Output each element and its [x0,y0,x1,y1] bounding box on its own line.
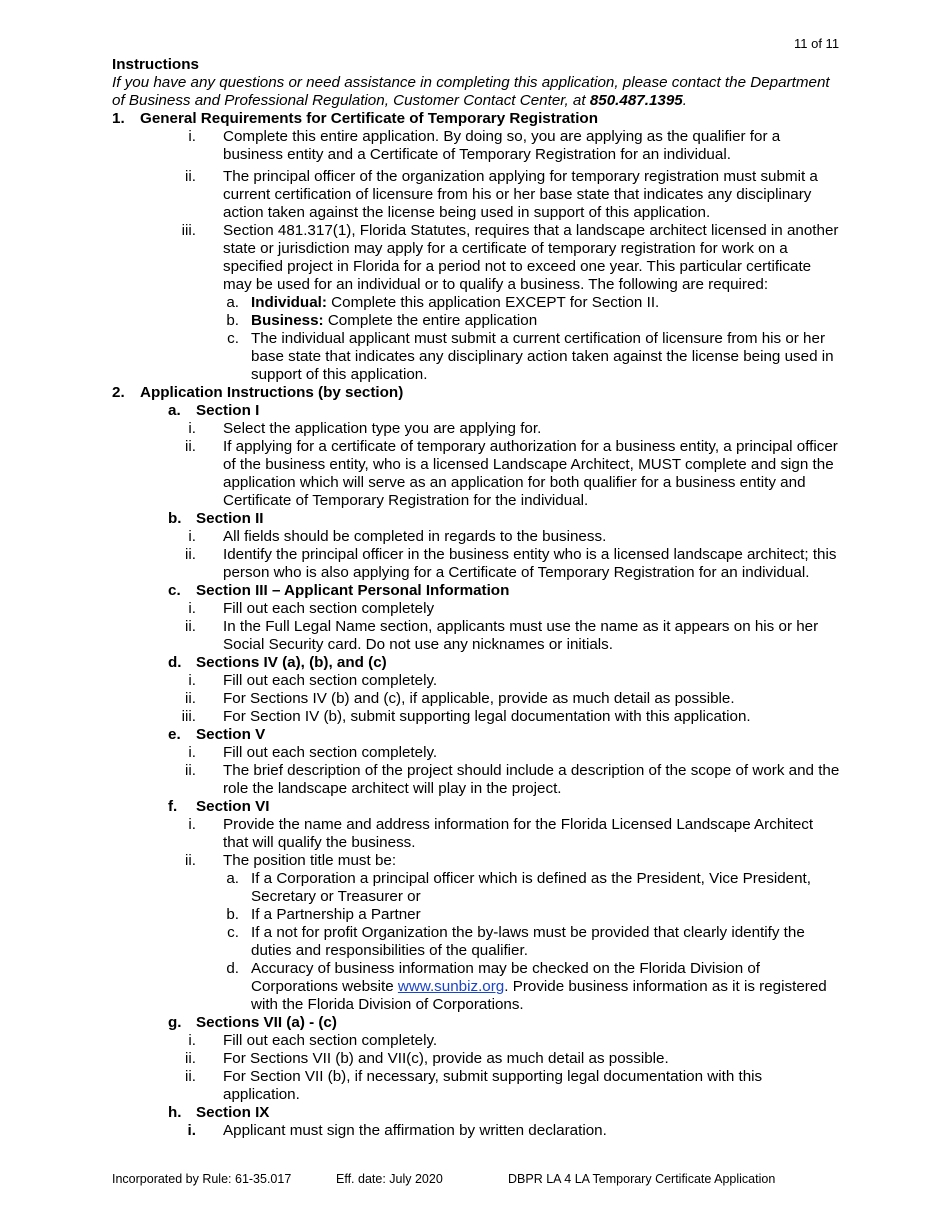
item-text: Complete this entire application. By doing so, you are applying as the qualifier for a business entity and a Certificate of Temporary Registration for an individual. [223,128,781,163]
list-item [112,1032,842,1050]
item-text: For Sections VII (b) and VII(c), provide as much detail as possible. [223,1050,669,1067]
item-label: i. [187,1122,196,1139]
sub-item-text: If a Partnership a Partner [251,906,421,923]
list-item [112,528,842,546]
item-label: i. [188,744,196,761]
list-item [112,744,842,762]
item-text: Select the application type you are applying for. [223,420,542,437]
subsection-heading [112,1104,842,1122]
footer-form-name: DBPR LA 4 LA Temporary Certificate Application [508,1172,776,1186]
subsection-heading [112,798,842,816]
item-label: ii. [185,690,196,707]
section-1-number: 1. [112,110,125,127]
section-2-number: 2. [112,384,125,401]
item-text: Fill out each section completely. [223,672,438,689]
item-text: The principal officer of the organization applying for temporary registration must submit a current certification of licensure from his or her base state that indicates any disciplinary action taken against the license being used in support of this application. [223,168,818,221]
list-item [112,128,842,164]
item-text: The position title must be: [223,852,397,869]
sub-item [112,870,842,906]
item-label: i. [188,420,196,437]
footer-rule: Incorporated by Rule: 61-35.017 [112,1172,292,1186]
section-2-title: Application Instructions (by section) [140,384,404,401]
subsection-heading [112,582,842,600]
item-label: i. [188,1032,196,1049]
sub-item-label: c. [227,330,239,347]
subsection-title: Section III – Applicant Personal Information [196,582,510,599]
list-item [112,1122,842,1140]
item-label: ii. [185,618,196,635]
sub-item-text [251,312,842,330]
item-text: If applying for a certificate of temporary authorization for a business entity, a principal officer of the business entity, who is a licensed Landscape Architect, MUST complete and sign the application which will serve as an application for both qualifier for a business entity and Certificate of Temporary Registration for the individual. [223,438,838,509]
page-number: 11 of 11 [794,36,840,51]
item-text: For Section IV (b), submit supporting legal documentation with this application. [223,708,751,725]
list-item [112,618,842,654]
list-item [112,168,842,222]
intro-text: If you have any questions or need assistance in completing this application, please contact the Department of Business and Professional Regulation, Customer Contact Center, at [112,74,830,109]
sub-item [112,294,842,312]
section-1-heading [112,110,842,128]
subsection-label: g. [168,1014,182,1031]
list-item [112,816,842,852]
sub-item [112,906,842,924]
item-label: i. [188,672,196,689]
subsection-heading [112,1014,842,1032]
list-item [112,1068,842,1104]
subsection-title: Section V [196,726,266,743]
subsection-heading [112,726,842,744]
subsection-title: Sections IV (a), (b), and (c) [196,654,387,671]
sub-item-text: If a Corporation a principal officer which is defined as the President, Vice President, Secretary or Treasurer or [251,870,811,905]
sub-item [112,924,842,960]
list-item [112,852,842,870]
item-text: Section 481.317(1), Florida Statutes, requires that a landscape architect licensed in another state or jurisdiction may apply for a certificate of temporary registration for work on a specified project in Florida for a period not to exceed one year. This particular certificate may be used for an individual or to qualify a business. The following are required: [223,222,839,293]
sub-item [112,330,842,384]
subsection-label: b. [168,510,182,527]
section-1-title: General Requirements for Certificate of Temporary Registration [140,110,598,127]
item-text: For Section VII (b), if necessary, submit supporting legal documentation with this application. [223,1068,763,1103]
sub-item-label: a. [226,294,239,311]
sub-item-body: Complete the entire application [323,312,538,329]
item-label: i. [188,128,196,145]
subsection-title: Section VI [196,798,270,815]
item-text: For Sections IV (b) and (c), if applicable, provide as much detail as possible. [223,690,735,707]
item-text: In the Full Legal Name section, applicants must use the name as it appears on his or her Social Security card. Do not use any nicknames or initials. [223,618,819,653]
list-item [112,672,842,690]
subsection-title: Section I [196,402,260,419]
list-item [112,222,842,294]
list-item [112,762,842,798]
instructions-content [112,56,842,1140]
sub-item-label: a. [226,870,239,887]
item-text: Identify the principal officer in the business entity who is a licensed landscape architect; this person who is also applying for a Certificate of Temporary Registration for an individual. [223,546,837,581]
list-item [112,546,842,582]
item-text: Provide the name and address information for the Florida Licensed Landscape Architect that will qualify the business. [223,816,814,851]
subsection-heading [112,510,842,528]
sub-item-label: d. [226,960,239,977]
sub-item-bold: Business: [251,312,324,329]
sub-item-text [251,294,842,312]
subsection-label: f. [168,798,178,815]
subsection-label: c. [168,582,181,599]
subsection-heading [112,402,842,420]
intro-paragraph [112,74,842,110]
item-text: Fill out each section completely [223,600,435,617]
subsection-title: Sections VII (a) - (c) [196,1014,337,1031]
sub-item-bold: Individual: [251,294,327,311]
item-label: ii. [185,438,196,455]
sub-item-label: c. [227,924,239,941]
item-label: ii. [185,1068,196,1085]
item-label: i. [188,528,196,545]
list-item [112,438,842,510]
subsection-label: d. [168,654,182,671]
item-text: Applicant must sign the affirmation by written declaration. [223,1122,607,1139]
item-label: ii. [185,546,196,563]
subsection-label: h. [168,1104,182,1121]
sub-item-text: If a not for profit Organization the by-laws must be provided that clearly identify the duties and responsibilities of the qualifier. [251,924,805,959]
sunbiz-link[interactable]: www.sunbiz.org [397,978,505,995]
subsection-label: e. [168,726,181,743]
list-item [112,1050,842,1068]
sub-item-body: Accuracy of business information may be checked on the Florida Division of Corporations website [251,960,761,995]
sub-item-body-end: . Provide business information as it is registered with the Florida Division of Corporations. [251,978,827,1013]
sub-item-label: b. [226,906,239,923]
item-label: ii. [185,852,196,869]
item-label: iii. [181,708,196,725]
list-item [112,420,842,438]
sub-item [112,960,842,1014]
item-text: Fill out each section completely. [223,1032,438,1049]
sub-item-text: The individual applicant must submit a current certification of licensure from his or her base state that indicates any disciplinary action taken against the license being used in support of this application. [251,330,834,383]
sub-item-text [251,960,842,1014]
item-label: ii. [185,168,196,185]
item-label: ii. [185,762,196,779]
item-text: All fields should be completed in regards to the business. [223,528,607,545]
item-label: i. [188,600,196,617]
list-item [112,708,842,726]
page-footer [112,1172,775,1186]
subsection-title: Section IX [196,1104,270,1121]
item-text: Fill out each section completely. [223,744,438,761]
sub-item [112,312,842,330]
list-item [112,690,842,708]
item-text: The brief description of the project should include a description of the scope of work and the role the landscape architect will play in the project. [223,762,840,797]
list-item [112,600,842,618]
page-title: Instructions [112,56,199,73]
item-label: i. [188,816,196,833]
contact-phone: 850.487.1395 [589,92,683,109]
subsection-heading [112,654,842,672]
item-label: ii. [185,1050,196,1067]
subsection-label: a. [168,402,181,419]
footer-eff-date: Eff. date: July 2020 [336,1172,443,1186]
sub-item-label: b. [226,312,239,329]
section-2-heading [112,384,842,402]
intro-end: . [682,92,687,109]
sub-item-body: Complete this application EXCEPT for Section II. [326,294,660,311]
subsection-title: Section II [196,510,264,527]
item-label: iii. [181,222,196,239]
